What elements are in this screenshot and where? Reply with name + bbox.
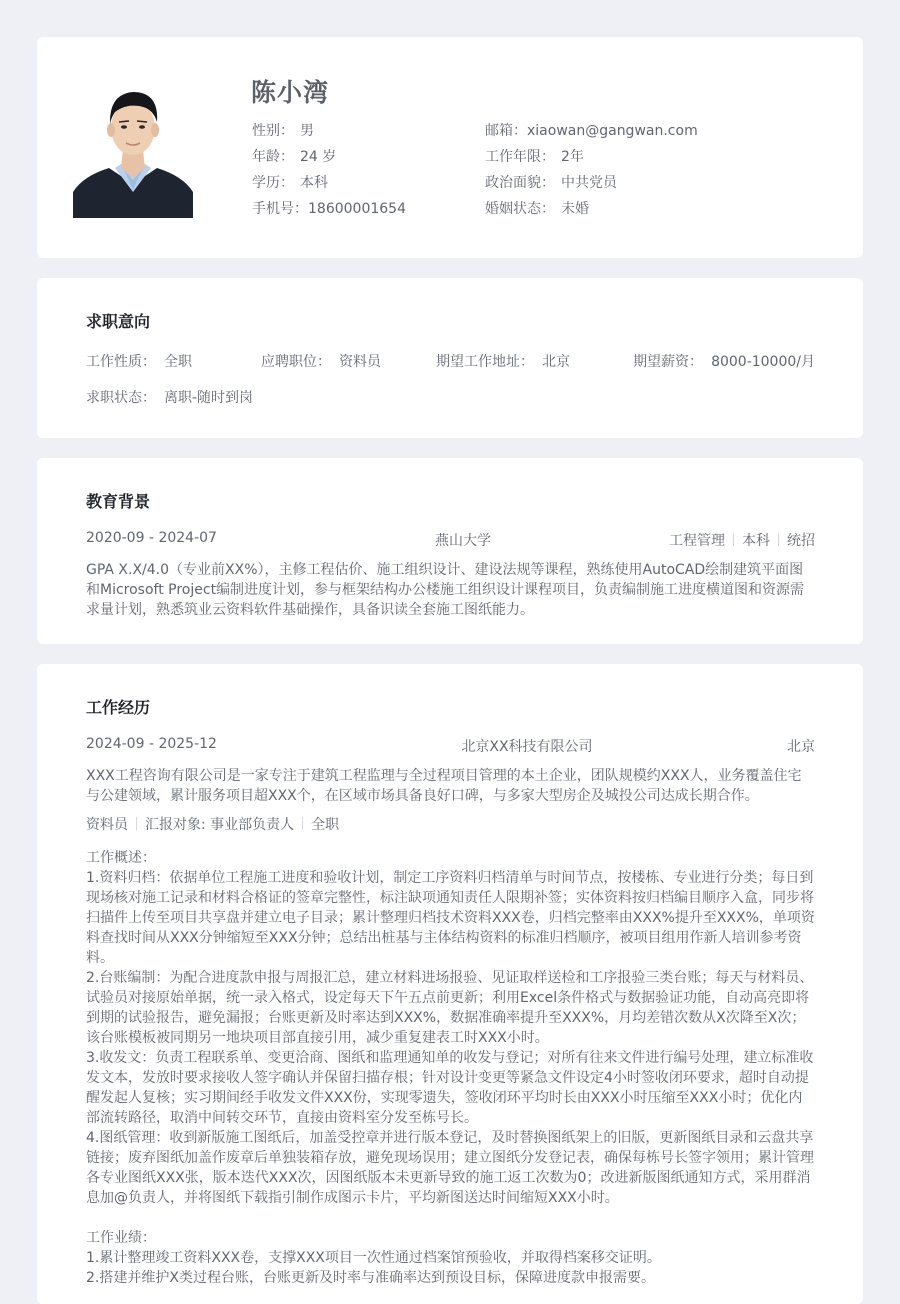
overview-item: 2.台账编制：为配合进度款申报与周报汇总，建立材料进场报验、见证取样送检和工序报验三类台账；每天与材料员、试验员对接原始单据，统一录入格式，设定每天下午五点前更新；利用Excel条件格式与数据验证功能，自动高亮即将到期的试验报告，避免漏报；台账更新及时率达到XXX%，数据准确率提升至XXX%，月均差错次数从X次降至X次；该台账模板被同期另一地块项目部直接引用，减少重复建表工时XXX小时。	[86, 970, 814, 1046]
work-years-row	[485, 147, 698, 173]
overview-label: 工作概述：	[86, 850, 156, 866]
intent-job-type-value: 全职	[164, 354, 192, 370]
candidate-name: 陈小湾	[251, 78, 330, 107]
achievement-item: 1.累计整理竣工资料XXX卷，支撑XXX项目一次性通过档案馆预验收，并取得档案移交证明。	[86, 1250, 661, 1266]
intent-job-type	[86, 351, 192, 371]
company-intro: XXX工程咨询有限公司是一家专注于建筑工程监理与全过程项目管理的本土企业，团队规模约XXX人，业务覆盖住宅与公建领域，累计服务项目超XXX个，在区域市场具备良好口碑，与多家大型房企及城投公司达成长期合作。	[86, 768, 802, 804]
education-school: 燕山大学	[434, 533, 491, 549]
work-experience-title: 工作经历	[86, 698, 151, 717]
phone-value: 18600001654	[308, 201, 406, 217]
gender-row	[252, 121, 406, 147]
marital-status-row	[485, 199, 698, 225]
work-period: 2024-09 - 2025-12	[86, 736, 217, 752]
intent-position	[261, 351, 381, 371]
gender-label: 性别：	[252, 123, 294, 139]
phone-label: 手机号：	[252, 201, 308, 217]
political-status-label: 政治面貌：	[485, 175, 555, 191]
achievement-item: 2.搭建并维护X类过程台账，台账更新及时率与准确率达到预设目标，保障进度款申报需要。	[86, 1270, 655, 1286]
education-title: 教育背景	[86, 492, 151, 511]
work-header-row	[86, 736, 815, 756]
education-label: 学历：	[252, 175, 294, 191]
education-enrollment: 统招	[786, 533, 815, 549]
email-row	[485, 121, 698, 147]
marital-status-value: 未婚	[561, 201, 589, 217]
marital-status-label: 婚姻状态：	[485, 201, 555, 217]
tag-divider	[302, 817, 303, 830]
education-major: 工程管理	[668, 533, 725, 549]
portrait-image	[73, 80, 193, 218]
intent-status	[86, 387, 253, 407]
intent-location	[436, 351, 570, 371]
tag-divider	[778, 533, 779, 546]
intent-salary	[633, 351, 815, 371]
avatar-photo	[73, 80, 193, 218]
intent-status-label: 求职状态：	[86, 390, 156, 406]
phone-row	[252, 199, 406, 225]
intent-position-value: 资料员	[339, 354, 381, 370]
education-period: 2020-09 - 2024-07	[86, 530, 217, 546]
job-intent-card	[37, 278, 863, 438]
overview-item: 3.收发文：负责工程联系单、变更洽商、图纸和监理通知单的收发与登记；对所有往来文件进行编号处理，建立标准收发文本，发放时要求接收人签字确认并保留扫描存根；针对设计变更等紧急文件设定4小时签收闭环要求，超时自动提醒发起人复核；实习期间经手收发文件XXX份，实现零遗失，签收闭环平均时长由XXX小时压缩至XXX小时；优化内部流转路径，取消中间转交环节，直接由资料室分发至栋号长。	[86, 1050, 814, 1126]
education-card	[37, 458, 863, 644]
education-header-row	[86, 530, 815, 550]
overview-item: 4.图纸管理：收到新版施工图纸后，加盖受控章并进行版本登记，及时替换图纸架上的旧版，更新图纸目录和云盘共享链接；废弃图纸加盖作废章后单独装箱存放，避免现场误用；建立图纸分发登记表，确保每栋号长签字领用；累计管理各专业图纸XXX张，版本迭代XXX次，因图纸版本未更新导致的施工返工次数为0；改进新版图纸通知方式，采用群消息加@负责人，并将图纸下载指引制作成图示卡片，平均新图送达时间缩短XXX小时。	[86, 1130, 814, 1206]
work-role-tag: 资料员	[86, 817, 128, 833]
work-years-label: 工作年限：	[485, 149, 555, 165]
education-degree: 本科	[741, 533, 770, 549]
education-tags	[669, 530, 815, 550]
intent-salary-label: 期望薪资：	[633, 354, 704, 370]
achievements-label: 工作业绩：	[86, 1230, 156, 1246]
intent-position-label: 应聘职位：	[261, 354, 331, 370]
age-row	[252, 147, 406, 173]
intent-salary-value: 8000-10000/月	[711, 354, 815, 370]
work-experience-card	[37, 664, 863, 1304]
intent-status-value: 离职-随时到岗	[164, 390, 254, 406]
tag-divider	[136, 817, 137, 830]
work-report-tag: 汇报对象: 事业部负责人	[145, 817, 295, 833]
education-value: 本科	[300, 175, 328, 191]
email-label: 邮箱：	[485, 123, 527, 139]
profile-extra-info	[485, 121, 698, 225]
intent-location-value: 北京	[542, 354, 570, 370]
intent-job-type-label: 工作性质：	[86, 354, 156, 370]
spacer	[86, 1208, 815, 1228]
work-details	[86, 848, 815, 1288]
overview-item: 1.资料归档：依据单位工程施工进度和验收计划，制定工序资料归档清单与时间节点，按楼栋、专业进行分类；每日到现场核对施工记录和材料合格证的签章完整性，标注缺项通知责任人限期补签；实体资料按归档编目顺序入盒，同步将扫描件上传至项目共享盘并建立电子目录；累计整理归档技术资料XXX卷，归档完整率由XXX%提升至XXX%，单项资料查找时间从XXX分钟缩短至XXX分钟；总结出桩基与主体结构资料的标准归档顺序，被项目组用作新人培训参考资料。	[86, 870, 815, 966]
gender-value: 男	[300, 123, 314, 139]
tag-divider	[733, 533, 734, 546]
work-years-value: 2年	[561, 149, 584, 165]
intent-location-label: 期望工作地址：	[436, 354, 534, 370]
political-status-row	[485, 173, 698, 199]
education-row	[252, 173, 406, 199]
work-city: 北京	[786, 739, 815, 755]
work-tags	[86, 814, 815, 834]
education-description: GPA X.X/4.0（专业前XX%），主修工程估价、施工组织设计、建设法规等课程，熟练使用AutoCAD绘制建筑平面图和Microsoft Project编制进度计划，参与框架结构办公楼施工组织设计课程项目，负责编制施工进度横道图和资源需求量计划，熟悉筑业云资料软件基础操作，具备识读全套施工图纸能力。	[86, 562, 805, 618]
work-type-tag: 全职	[311, 817, 340, 833]
profile-card	[37, 37, 863, 258]
work-company: 北京XX科技有限公司	[461, 739, 593, 755]
job-intent-title: 求职意向	[86, 312, 151, 331]
political-status-value: 中共党员	[561, 175, 617, 191]
age-value: 24 岁	[300, 149, 337, 165]
age-label: 年龄：	[252, 149, 294, 165]
profile-basic-info	[252, 121, 406, 225]
email-value: xiaowan@gangwan.com	[527, 123, 698, 139]
